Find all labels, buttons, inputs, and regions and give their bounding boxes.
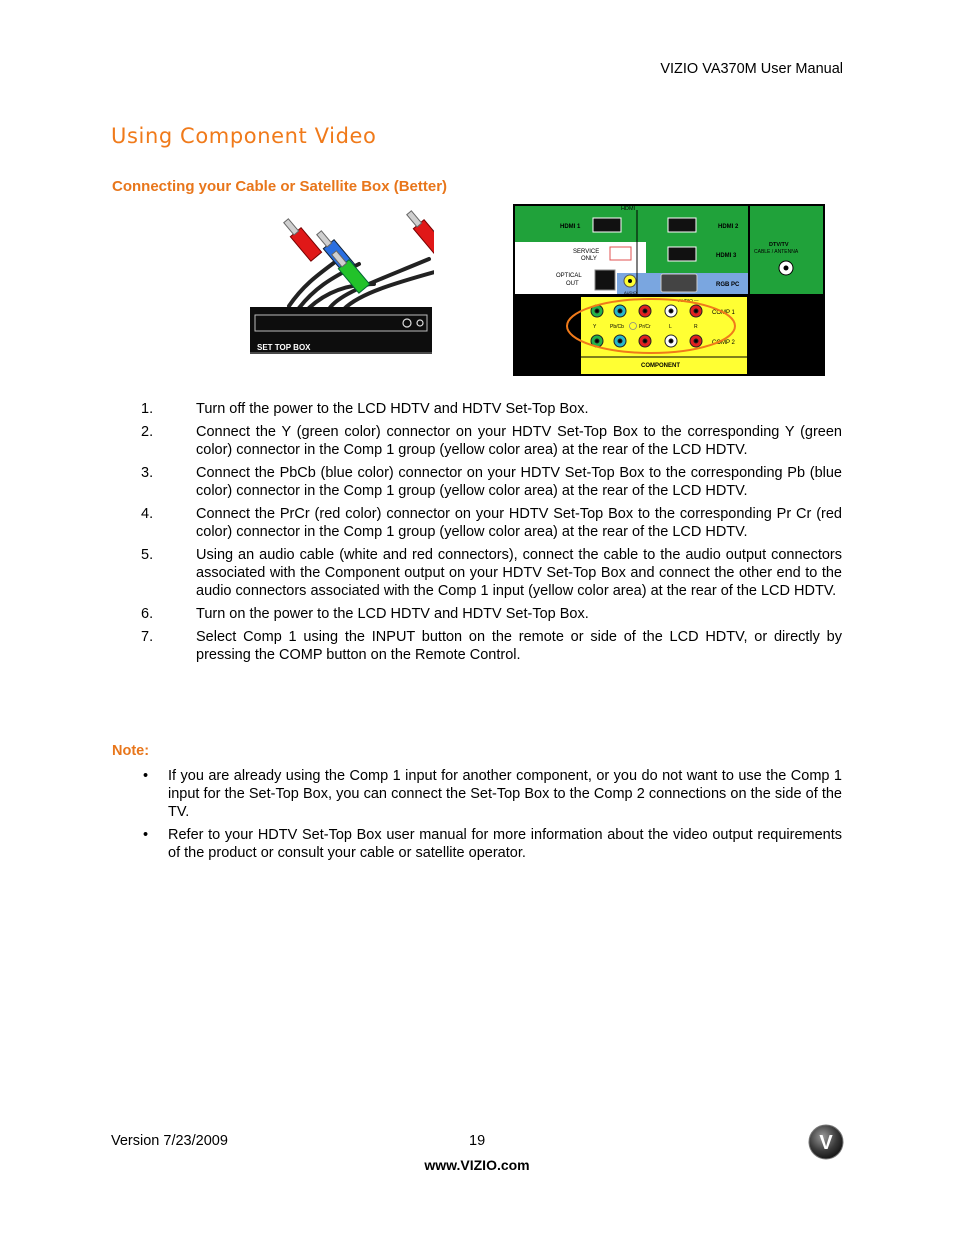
- step-number: 1.: [141, 401, 154, 417]
- step-item: [0, 400, 954, 418]
- panel-optical-label-2: OUT: [566, 281, 579, 287]
- panel-hdmi1-label: HDMI 1: [560, 224, 581, 230]
- panel-pbcb-label: Pb/Cb: [610, 324, 624, 330]
- step-text: Connect the PbCb (blue color) connector on your HDTV Set-Top Box to the corresponding Pb (blue color) connector in the Comp 1 group (yellow color area) at the rear of the LCD HDTV.: [196, 465, 842, 499]
- step-item: [0, 505, 954, 541]
- step-item: [0, 546, 954, 600]
- note-bullet-text: Refer to your HDTV Set-Top Box user manual for more information about the video output requirements of the product or consult your cable or satellite operator.: [168, 827, 842, 861]
- step-text: Turn off the power to the LCD HDTV and HDTV Set-Top Box.: [196, 401, 589, 417]
- note-bullets: [0, 767, 954, 867]
- step-text: Select Comp 1 using the INPUT button on the remote or side of the LCD HDTV, or directly by pressing the COMP button on the Remote Control.: [196, 629, 842, 663]
- step-item: [0, 464, 954, 500]
- step-number: 3.: [141, 465, 154, 481]
- panel-comp2-label: COMP 2: [712, 340, 735, 346]
- panel-dtv-label-1: DTV/TV: [769, 242, 789, 248]
- set-top-box-cables-figure: [249, 204, 434, 356]
- footer-version: Version 7/23/2009: [111, 1133, 228, 1149]
- step-item: [0, 628, 954, 664]
- note-bullet-item: [0, 767, 954, 821]
- bullet-icon: •: [143, 827, 149, 843]
- panel-component-label: COMPONENT: [641, 363, 680, 369]
- step-text: Using an audio cable (white and red connectors), connect the cable to the audio output connectors associated with the Component output on your HDTV Set-Top Box and connect the other end to the audio connectors associated with the Comp 1 input (yellow color area) at the rear of the LCD HDTV.: [196, 547, 842, 599]
- manual-title: VIZIO VA370M User Manual: [660, 61, 843, 77]
- tv-rear-panel-figure: [513, 204, 825, 376]
- note-bullet-text: If you are already using the Comp 1 input for another component, or you do not want to use the Comp 1 input for the Set-Top Box, you can connect the Set-Top Box to the Comp 2 connections on the side of the TV.: [168, 768, 842, 820]
- page-number: 19: [469, 1133, 486, 1149]
- footer-url: www.VIZIO.com: [424, 1157, 530, 1173]
- bullet-icon: •: [143, 768, 149, 784]
- set-top-box-label: SET TOP BOX: [257, 343, 311, 352]
- panel-l-label: L: [669, 324, 672, 330]
- panel-service-label-2: ONLY: [581, 256, 597, 262]
- panel-prcr-label: Pr/Cr: [639, 324, 651, 330]
- logo-letter: V: [819, 1132, 833, 1154]
- panel-rgb-pc-label: RGB PC: [716, 282, 740, 288]
- step-item: [0, 423, 954, 459]
- panel-y-label: Y: [593, 324, 597, 330]
- step-text: Connect the Y (green color) connector on your HDTV Set-Top Box to the corresponding Y (green color) connector in the Comp 1 group (yellow color area) at the rear of the LCD HDTV.: [196, 424, 842, 458]
- section-title: Using Component Video: [111, 124, 377, 148]
- panel-audio-small-label: AUDIO: [624, 290, 637, 295]
- step-text: Turn on the power to the LCD HDTV and HDTV Set-Top Box.: [196, 606, 589, 622]
- step-number: 7.: [141, 629, 154, 645]
- panel-hdmi2-label: HDMI 2: [718, 224, 739, 230]
- panel-comp1-label: COMP 1: [712, 310, 735, 316]
- panel-optical-label-1: OPTICAL: [556, 273, 582, 279]
- note-label: Note:: [112, 743, 150, 759]
- panel-dtv-label-2: CABLE / ANTENNA: [754, 249, 799, 255]
- step-number: 4.: [141, 506, 154, 522]
- step-number: 6.: [141, 606, 154, 622]
- step-number: 5.: [141, 547, 154, 563]
- note-bullet-item: [0, 826, 954, 862]
- section-subtitle: Connecting your Cable or Satellite Box (Better): [112, 178, 448, 195]
- step-number: 2.: [141, 424, 154, 440]
- panel-hdmi-header: HDMI: [621, 206, 636, 212]
- panel-r-label: R: [694, 324, 698, 330]
- step-text: Connect the PrCr (red color) connector on your HDTV Set-Top Box to the corresponding Pr Cr (red color) connector in the Comp 1 group (yellow color area) at the rear of the LCD HDTV.: [196, 506, 842, 540]
- steps-list: [0, 400, 954, 669]
- panel-service-label-1: SERVICE: [573, 249, 600, 255]
- panel-audio-header-label: — AUDIO —: [673, 298, 699, 303]
- step-item: [0, 605, 954, 623]
- vizio-v-logo-icon: [808, 1124, 844, 1160]
- panel-hdmi3-label: HDMI 3: [716, 253, 737, 259]
